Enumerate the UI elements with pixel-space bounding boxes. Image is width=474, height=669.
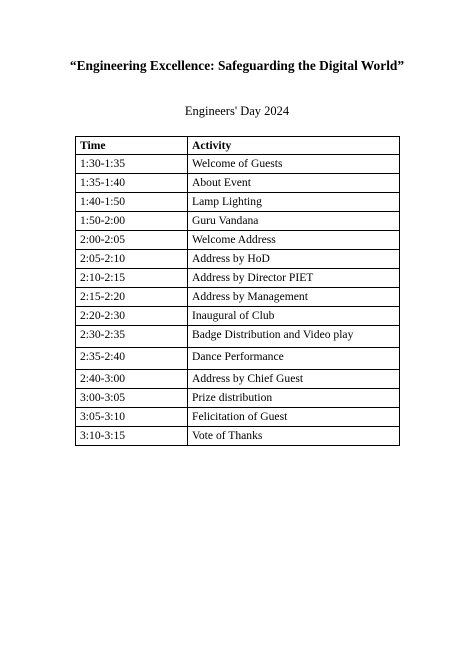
activity-cell: Address by Director PIET (188, 269, 400, 288)
activity-cell: About Event (188, 174, 400, 193)
activity-cell: Dance Performance (188, 348, 400, 370)
activity-cell: Lamp Lighting (188, 193, 400, 212)
time-cell: 2:35-2:40 (76, 348, 188, 370)
activity-cell: Address by HoD (188, 250, 400, 269)
activity-cell: Address by Management (188, 288, 400, 307)
table-row (76, 370, 400, 389)
time-cell: 1:30-1:35 (76, 155, 188, 174)
table-row (76, 326, 400, 348)
activity-cell: Guru Vandana (188, 212, 400, 231)
time-cell: 2:05-2:10 (76, 250, 188, 269)
table-row (76, 288, 400, 307)
activity-cell: Badge Distribution and Video play (188, 326, 400, 348)
table-row (76, 348, 400, 370)
activity-cell: Welcome of Guests (188, 155, 400, 174)
table-row (76, 389, 400, 408)
activity-cell: Felicitation of Guest (188, 408, 400, 427)
table-row (76, 269, 400, 288)
header-activity: Activity (188, 137, 400, 155)
time-cell: 2:15-2:20 (76, 288, 188, 307)
activity-cell: Inaugural of Club (188, 307, 400, 326)
header-time: Time (76, 137, 188, 155)
activity-cell: Address by Chief Guest (188, 370, 400, 389)
activity-cell: Vote of Thanks (188, 427, 400, 446)
time-cell: 1:50-2:00 (76, 212, 188, 231)
table-row (76, 408, 400, 427)
table-row (76, 250, 400, 269)
time-cell: 2:40-3:00 (76, 370, 188, 389)
table-row (76, 193, 400, 212)
document-subtitle: Engineers' Day 2024 (184, 104, 290, 118)
table-row (76, 212, 400, 231)
time-cell: 2:10-2:15 (76, 269, 188, 288)
time-cell: 3:05-3:10 (76, 408, 188, 427)
time-cell: 2:00-2:05 (76, 231, 188, 250)
activity-cell: Prize distribution (188, 389, 400, 408)
table-row (76, 155, 400, 174)
table-row (76, 231, 400, 250)
schedule-table (75, 136, 400, 446)
time-cell: 1:35-1:40 (76, 174, 188, 193)
time-cell: 3:00-3:05 (76, 389, 188, 408)
table-row (76, 307, 400, 326)
activity-cell: Welcome Address (188, 231, 400, 250)
document-title: “Engineering Excellence: Safeguarding the Digital World” (69, 58, 405, 73)
table-row (76, 427, 400, 446)
time-cell: 1:40-1:50 (76, 193, 188, 212)
time-cell: 2:30-2:35 (76, 326, 188, 348)
time-cell: 3:10-3:15 (76, 427, 188, 446)
table-row (76, 174, 400, 193)
time-cell: 2:20-2:30 (76, 307, 188, 326)
table-header-row (76, 137, 400, 155)
